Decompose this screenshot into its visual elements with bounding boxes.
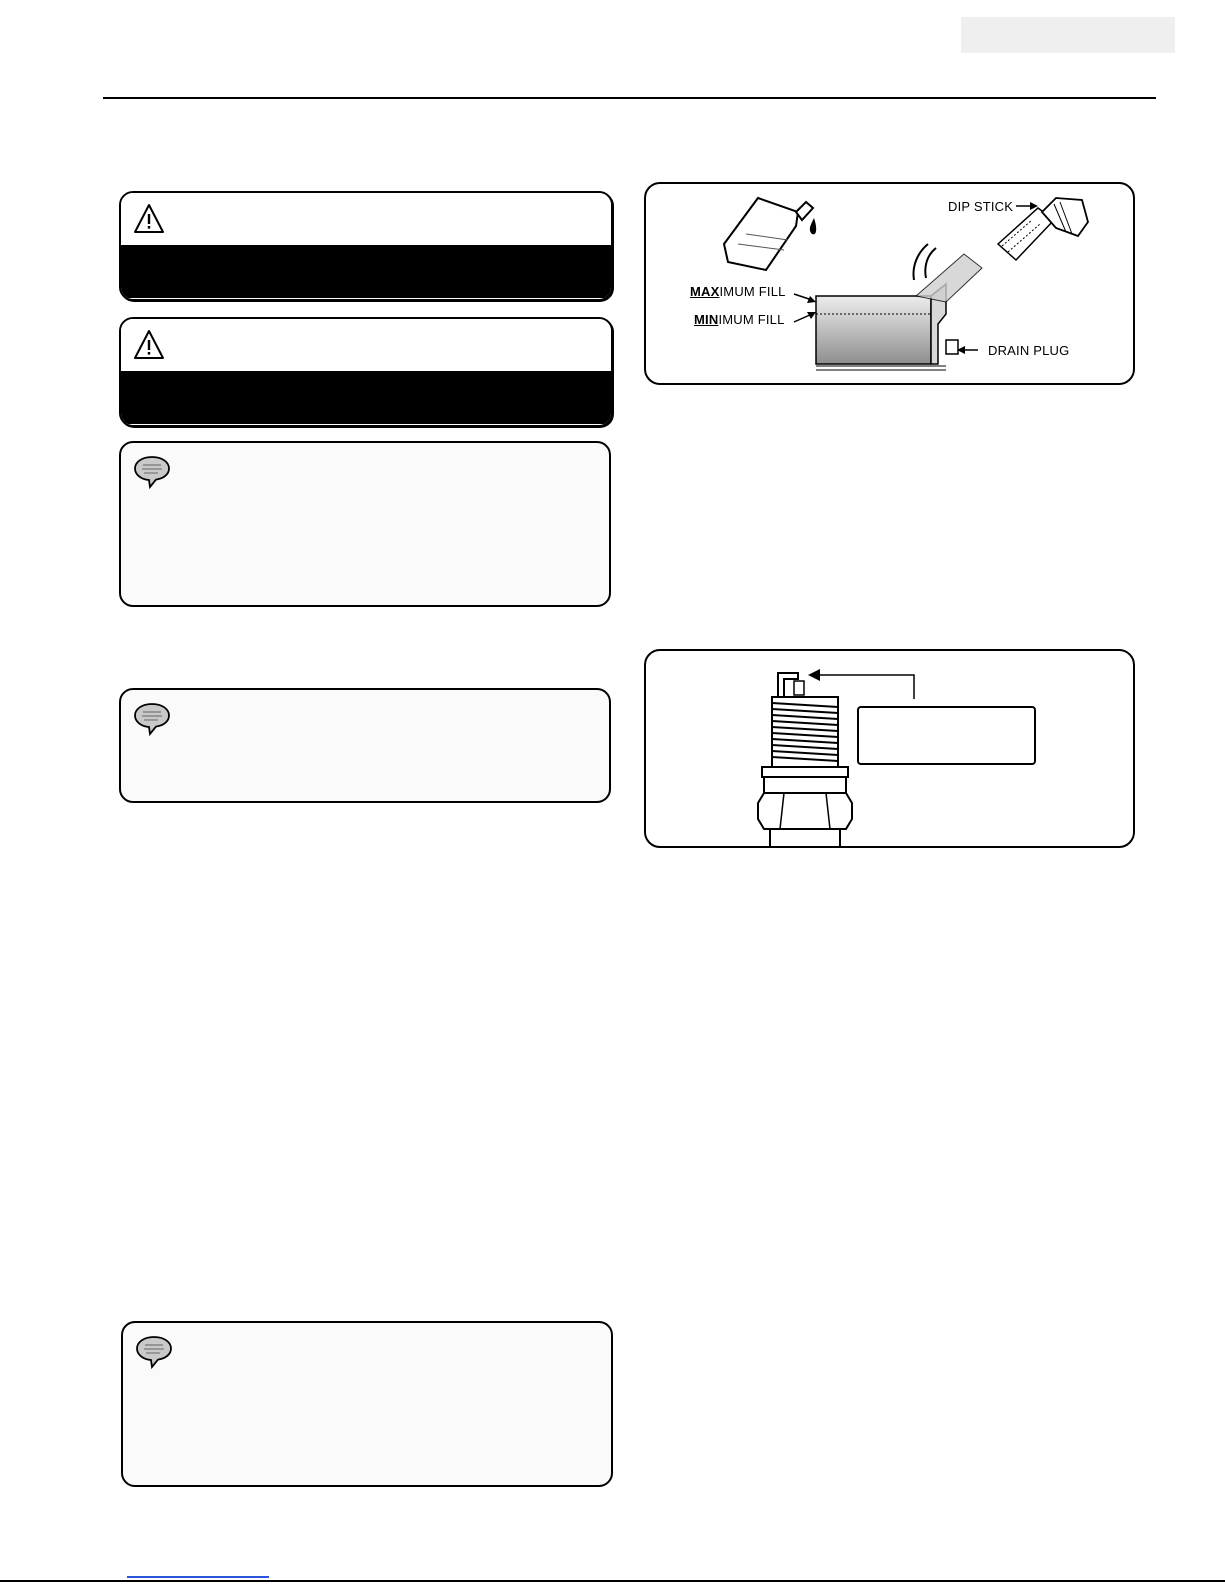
min-prefix: MIN — [694, 312, 719, 327]
warning-band — [121, 245, 611, 298]
note-box-2 — [119, 688, 611, 803]
spark-plug-figure — [644, 649, 1135, 848]
warning-header — [121, 319, 611, 371]
drain-plug-label: DRAIN PLUG — [988, 343, 1070, 358]
speech-bubble-icon — [133, 455, 171, 489]
max-suffix: IMUM FILL — [719, 284, 786, 299]
warning-box-2 — [119, 317, 613, 427]
warning-header — [121, 193, 611, 245]
oil-fill-figure — [644, 182, 1135, 385]
warning-triangle-icon — [133, 329, 165, 361]
warning-box-1 — [119, 191, 613, 301]
oil-tank — [816, 254, 982, 370]
min-suffix: IMUM FILL — [718, 312, 785, 327]
maximum-fill-label — [690, 284, 786, 299]
minimum-fill-label — [694, 312, 785, 327]
header-tab — [961, 17, 1175, 53]
note-box-1 — [119, 441, 611, 607]
warning-band — [121, 371, 611, 424]
dip-stick-label: DIP STICK — [948, 199, 1014, 214]
footer-link-underline[interactable] — [127, 1576, 269, 1578]
note-box-3 — [121, 1321, 613, 1487]
oil-bottle-icon — [724, 198, 816, 270]
header-divider — [103, 97, 1156, 99]
warning-triangle-icon — [133, 203, 165, 235]
gap-callout-box — [857, 706, 1036, 765]
speech-bubble-icon — [135, 1335, 173, 1369]
footer-divider — [0, 1580, 1225, 1582]
spark-plug-icon — [758, 673, 852, 846]
speech-bubble-icon — [133, 702, 171, 736]
max-prefix: MAX — [690, 284, 720, 299]
